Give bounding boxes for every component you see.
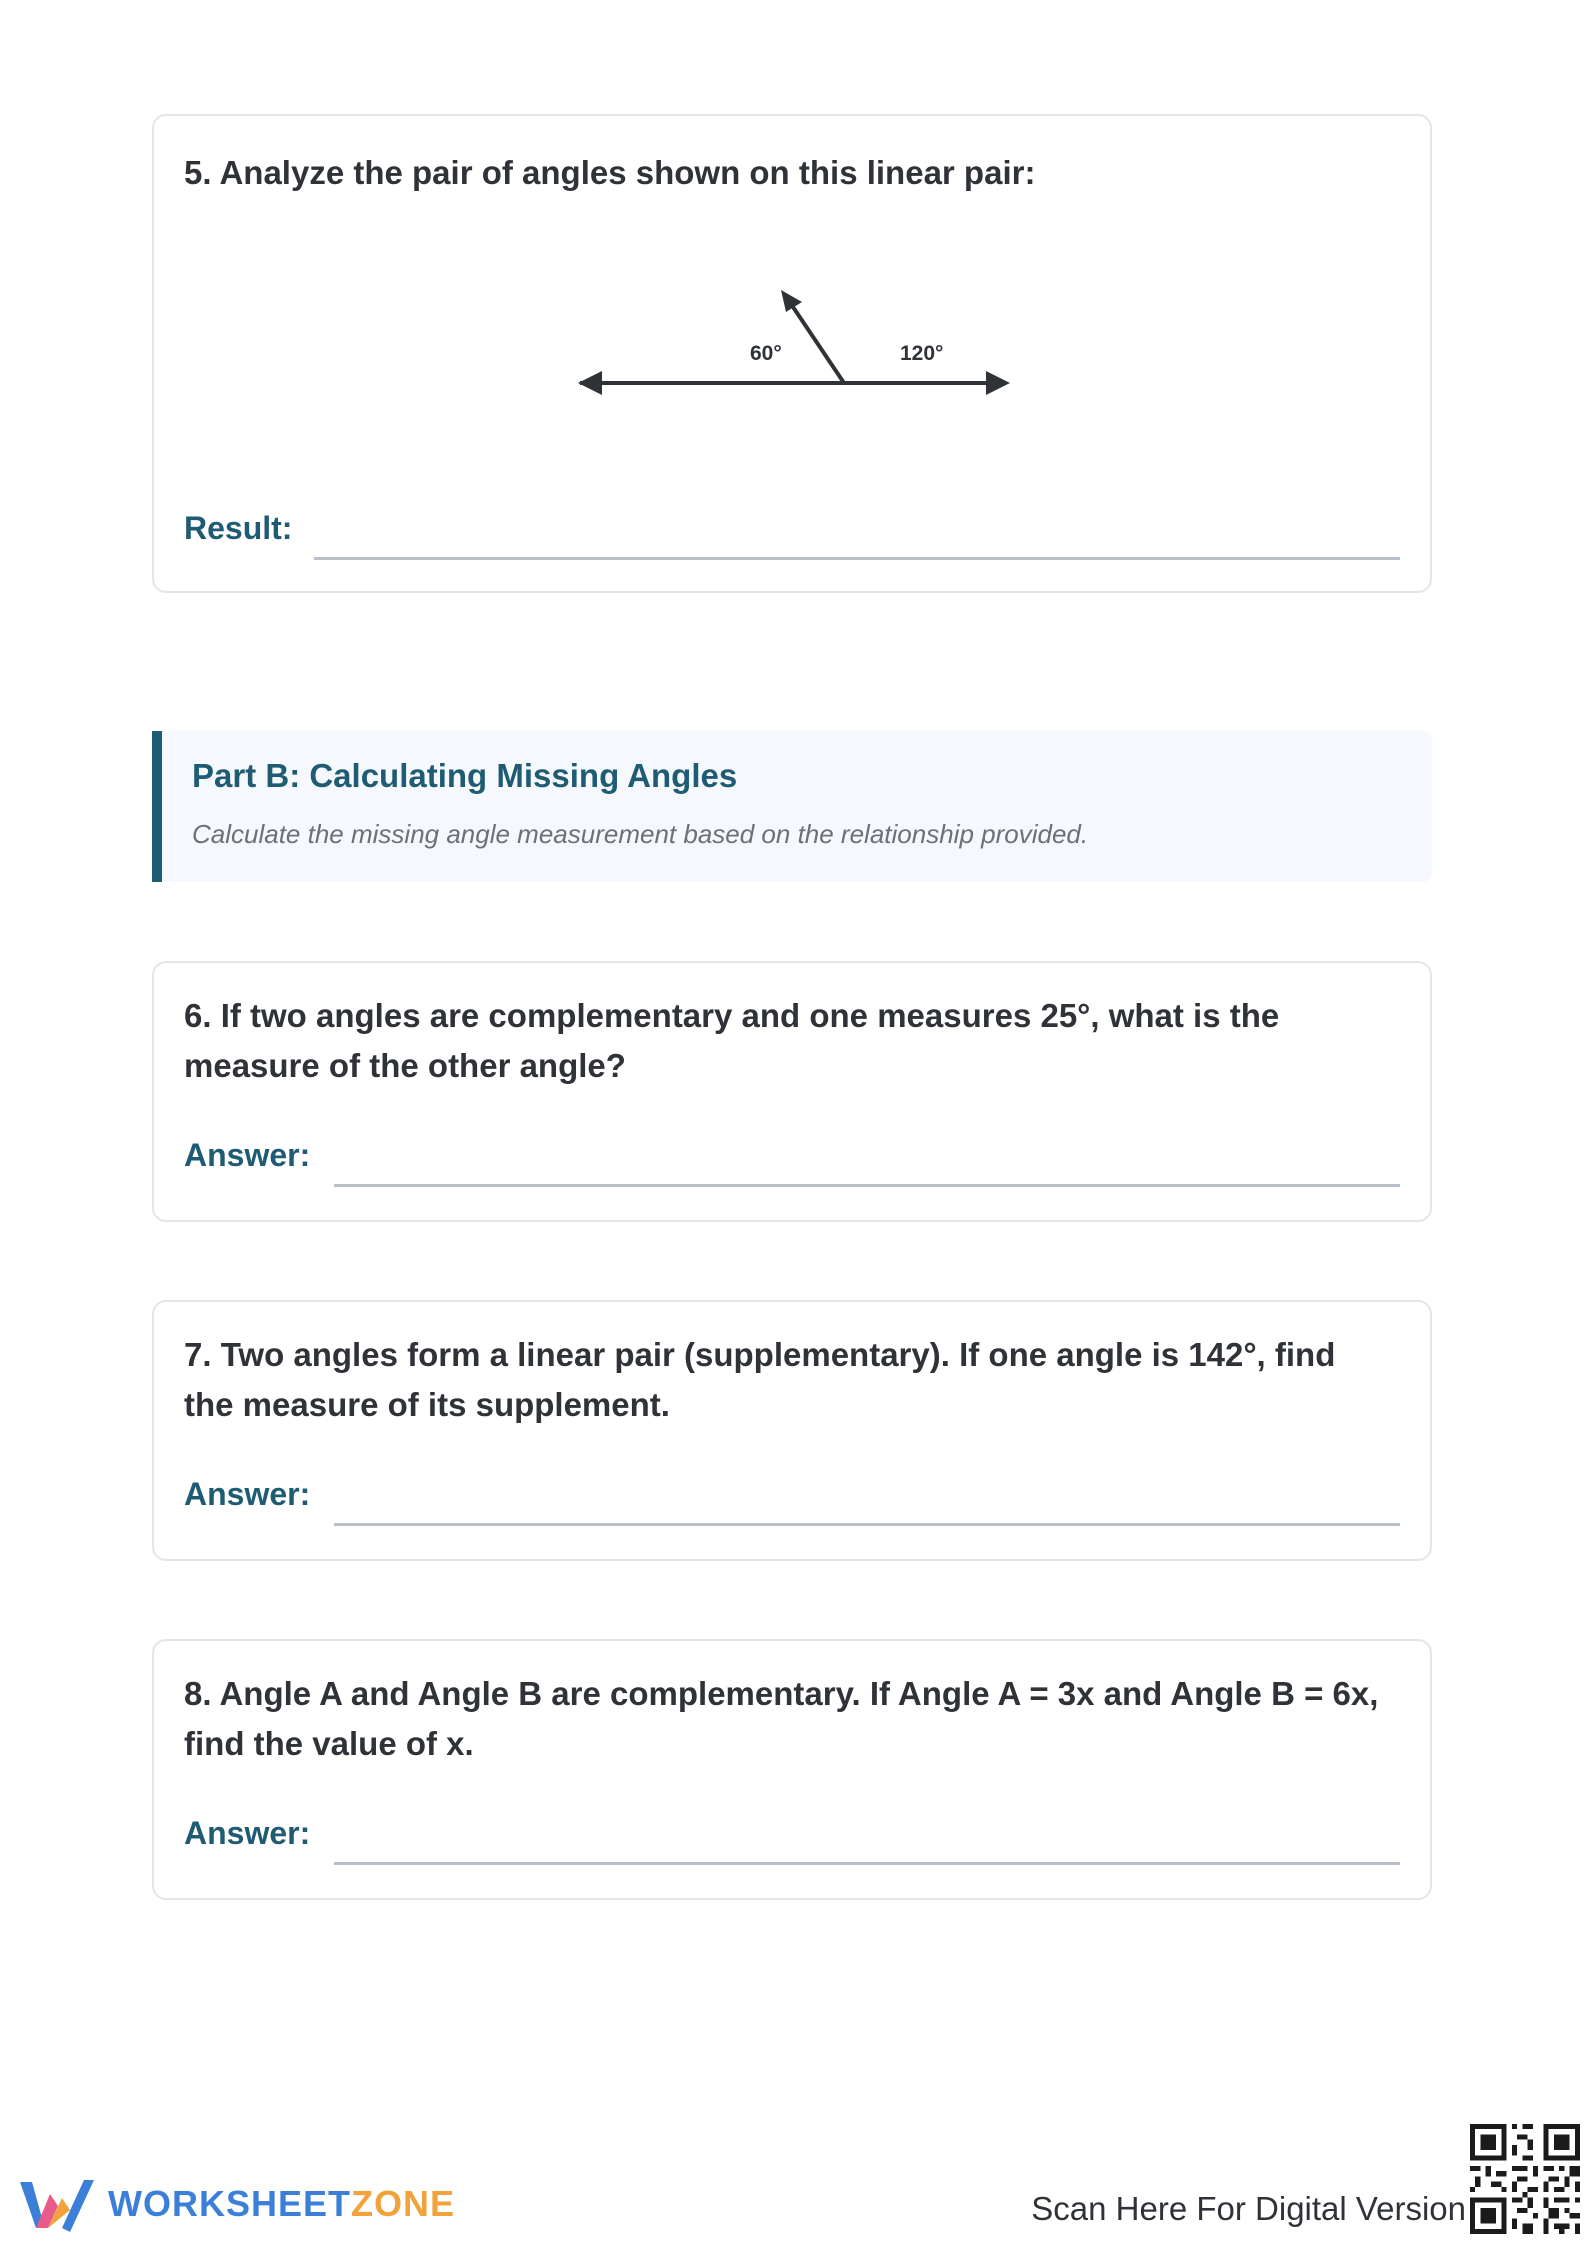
linear-pair-diagram [574, 256, 1014, 426]
question-7-text: 7. Two angles form a linear pair (supplementary). If one angle is 142°, find the measure of its supplement. [184, 1336, 1336, 1423]
answer-line[interactable] [334, 1184, 1400, 1187]
answer-label: Answer: [184, 1815, 311, 1851]
part-b-subtitle: Calculate the missing angle measurement based on the relationship provided. [192, 819, 1089, 849]
question-card-8 [152, 1639, 1432, 1900]
qr-code-icon[interactable] [1470, 2124, 1580, 2234]
answer-line[interactable] [334, 1862, 1400, 1865]
worksheetzone-w-logo-icon [18, 2176, 94, 2232]
part-b-title: Part B: Calculating Missing Angles [192, 757, 738, 794]
result-answer-line[interactable] [314, 557, 1400, 560]
angle-ray-arrowhead [781, 290, 802, 312]
question-6-text: 6. If two angles are complementary and one measures 25°, what is the measure of the other angle? [184, 997, 1280, 1084]
answer-label: Answer: [184, 1476, 311, 1512]
brand-name-part2: ZONE [351, 2183, 456, 2224]
result-label: Result: [184, 510, 293, 546]
left-arrowhead [578, 371, 602, 395]
answer-label: Answer: [184, 1137, 311, 1173]
part-b-section-header [152, 731, 1432, 882]
angle-label-60: 60° [750, 342, 782, 365]
answer-line[interactable] [334, 1523, 1400, 1526]
brand-name-part1: WORKSHEET [108, 2183, 351, 2224]
question-card-5 [152, 114, 1432, 593]
angle-label-120: 120° [900, 342, 944, 365]
scan-caption: Scan Here For Digital Version [1031, 2190, 1466, 2227]
question-card-6 [152, 961, 1432, 1222]
angle-ray [789, 301, 844, 383]
right-arrowhead [986, 371, 1010, 395]
worksheetzone-brand [18, 2174, 455, 2234]
question-8-text: 8. Angle A and Angle B are complementary. If Angle A = 3x and Angle B = 6x, find the value of x. [184, 1675, 1379, 1762]
question-5-text: 5. Analyze the pair of angles shown on this linear pair: [184, 154, 1036, 191]
question-card-7 [152, 1300, 1432, 1561]
brand-name [108, 2183, 455, 2225]
